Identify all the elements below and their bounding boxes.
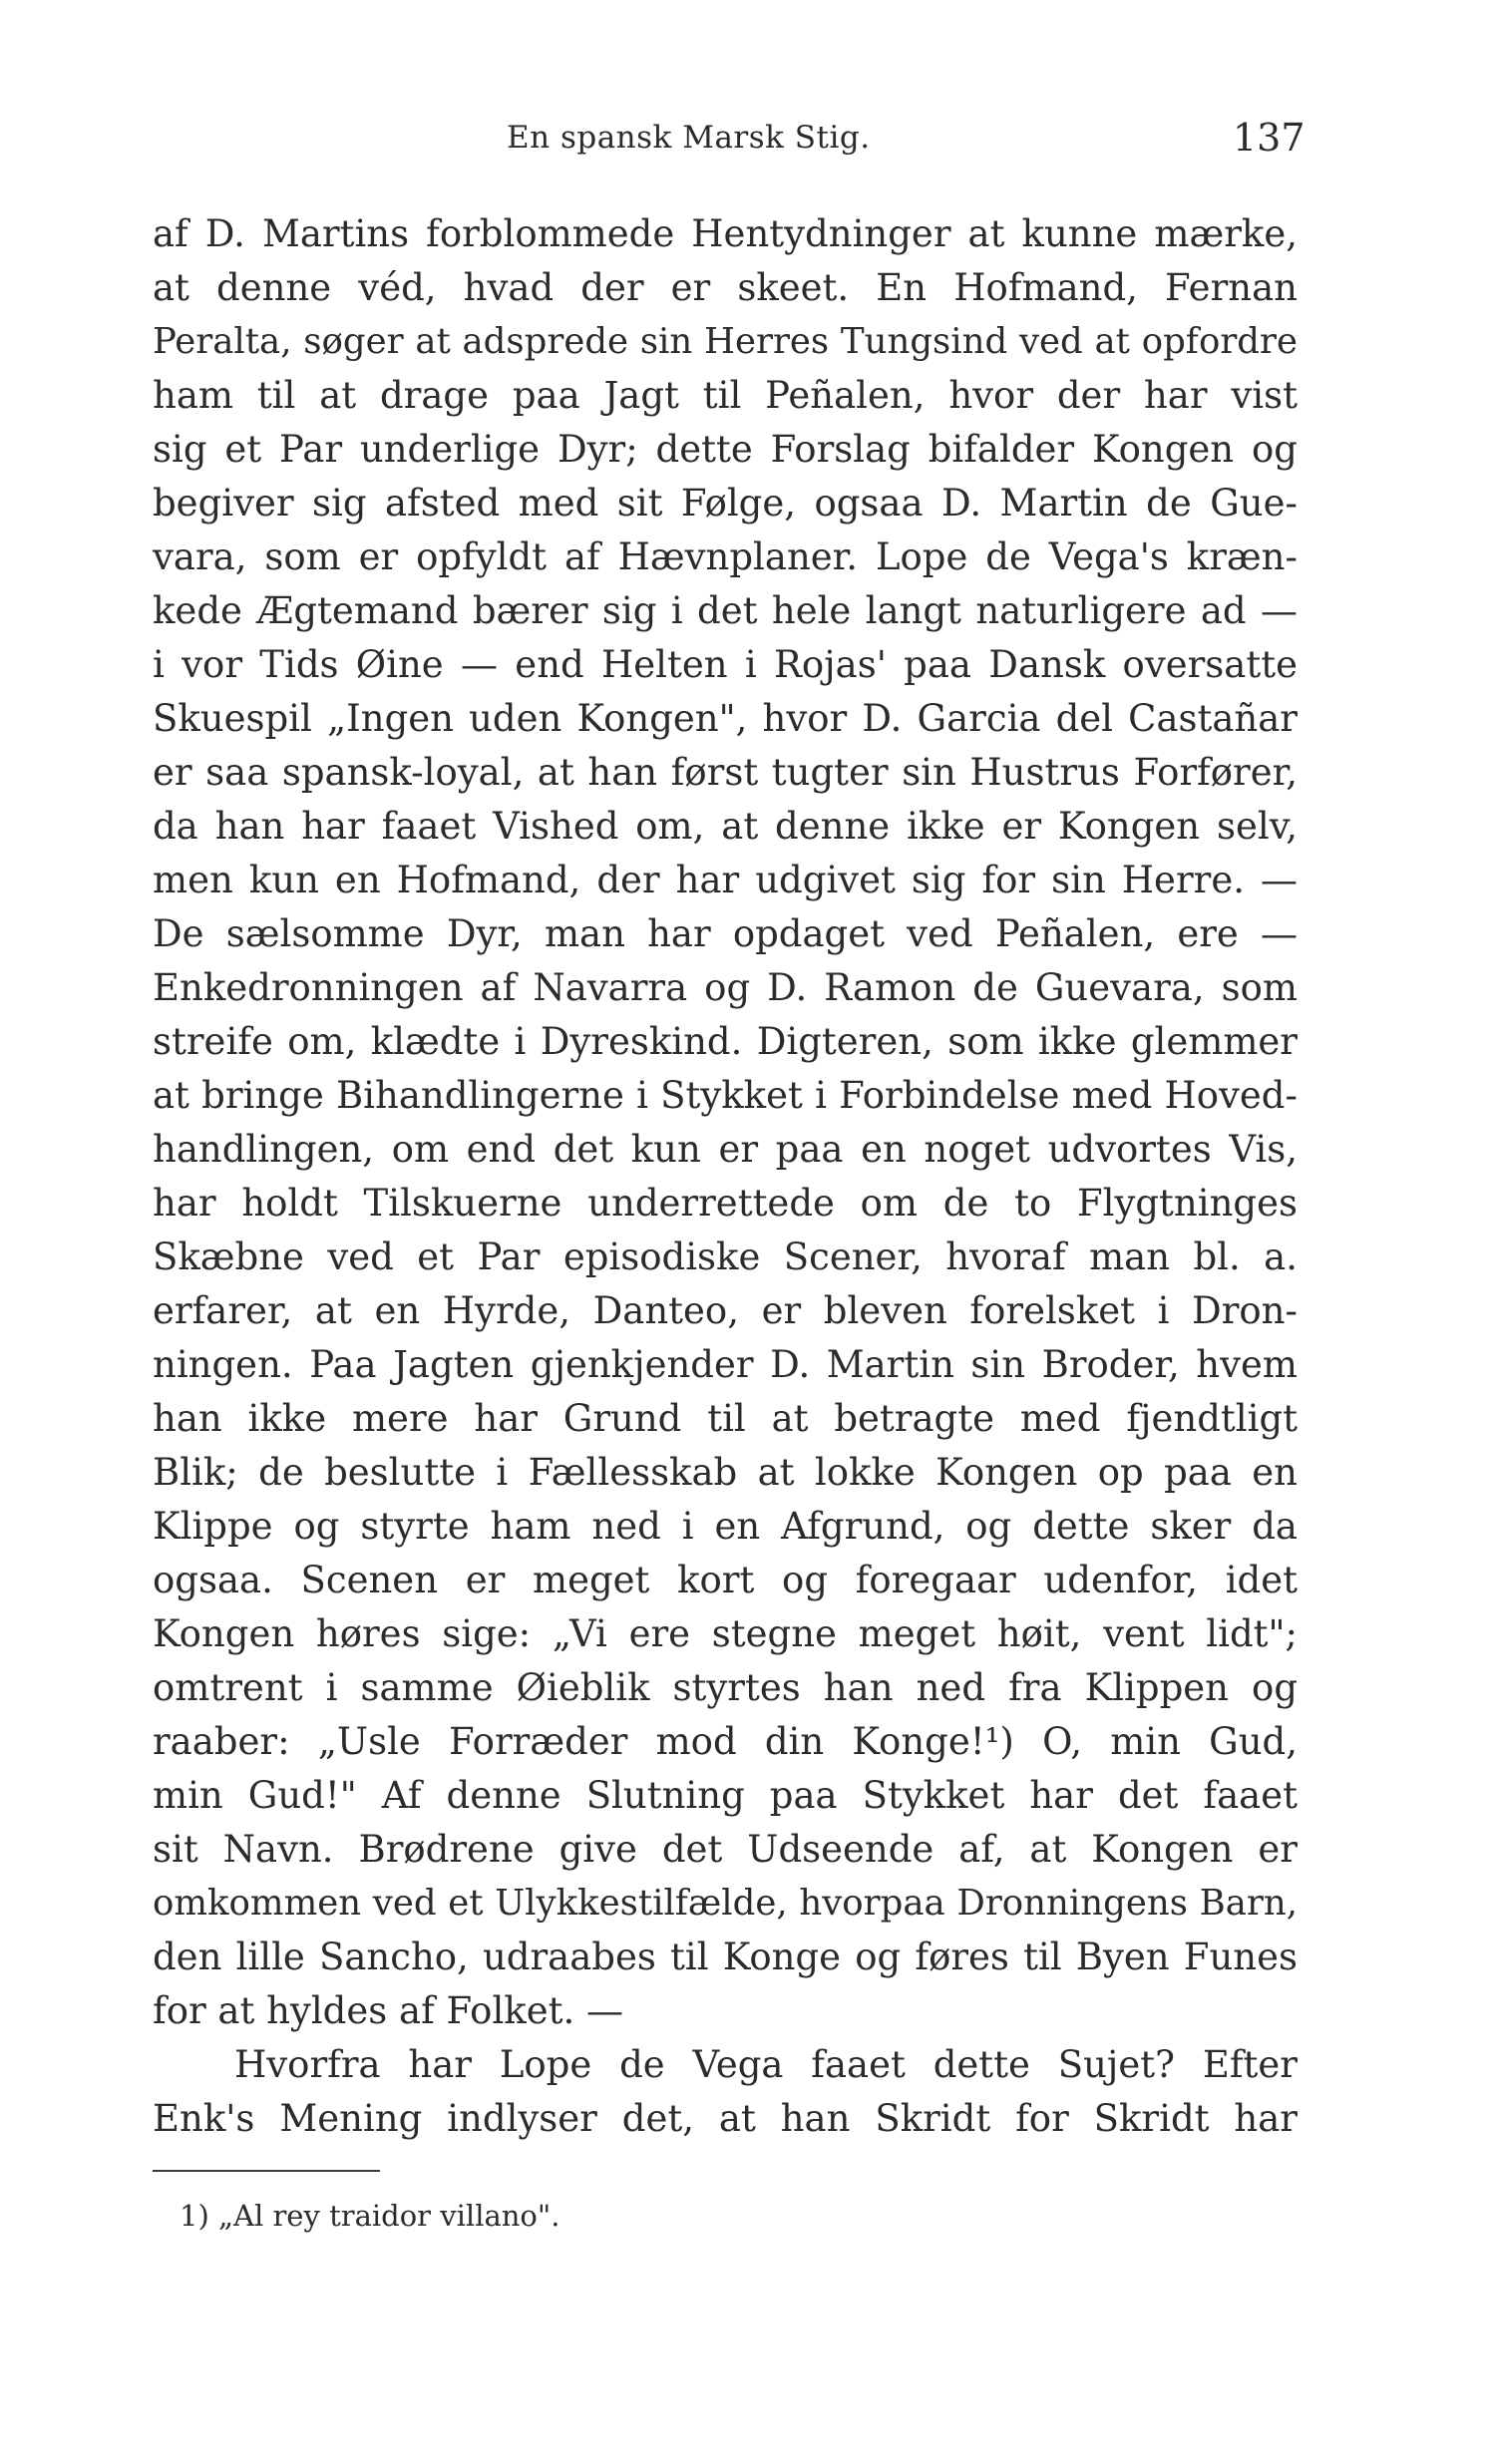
- text-line: ningen. Paa Jagten gjenkjender D. Martin sin Broder, hvem: [153, 1343, 1298, 1386]
- text-line: Enk's Mening indlyser det, at han Skridt for Skridt har: [153, 2097, 1298, 2140]
- page-number: 137: [1233, 116, 1305, 160]
- text-line: omtrent i samme Øieblik styrtes han ned fra Klippen og: [153, 1666, 1298, 1709]
- text-line: raaber: „Usle Forræder mod din Konge!¹) O, min Gud,: [153, 1720, 1298, 1763]
- text-line: Enkedronningen af Navarra og D. Ramon de Guevara, som: [153, 966, 1298, 1009]
- footnote-text: „Al rey traidor villano".: [217, 2199, 560, 2233]
- text-line: Peralta, søger at adsprede sin Herres Tungsind ved at opfordre: [153, 321, 1298, 362]
- text-line: den lille Sancho, udraabes til Konge og føres til Byen Funes: [153, 1936, 1298, 1978]
- text-line: handlingen, om end det kun er paa en noget udvortes Vis,: [153, 1128, 1298, 1171]
- text-line: ogsaa. Scenen er meget kort og foregaar udenfor, idet: [153, 1559, 1298, 1601]
- text-line: Skæbne ved et Par episodiske Scener, hvoraf man bl. a.: [153, 1235, 1298, 1278]
- text-line: at denne véd, hvad der er skeet. En Hofmand, Fernan: [153, 266, 1298, 309]
- text-line: kede Ægtemand bærer sig i det hele langt naturligere ad —: [153, 589, 1298, 632]
- text-line: han ikke mere har Grund til at betragte med fjendtligt: [153, 1397, 1298, 1440]
- text-line: Kongen høres sige: „Vi ere stegne meget høit, vent lidt";: [153, 1612, 1298, 1655]
- text-line: er saa spansk-loyal, at han først tugter sin Hustrus Forfører,: [153, 751, 1298, 794]
- paragraph-first-line: Hvorfra har Lope de Vega faaet dette Sujet? Efter: [234, 2043, 1298, 2086]
- body-text: [153, 207, 1298, 2146]
- text-line: sig et Par underlige Dyr; dette Forslag bifalder Kongen og: [153, 428, 1298, 471]
- text-line: for at hyldes af Folket. —: [153, 1989, 623, 2032]
- text-line: De sælsomme Dyr, man har opdaget ved Peñalen, ere —: [153, 912, 1298, 955]
- text-line: af D. Martins forblommede Hentydninger at kunne mærke,: [153, 212, 1298, 255]
- text-line: streife om, klædte i Dyreskind. Digteren, som ikke glemmer: [153, 1020, 1298, 1063]
- text-line: sit Navn. Brødrene give det Udseende af, at Kongen er: [153, 1828, 1298, 1871]
- text-line: da han har faaet Vished om, at denne ikke er Kongen selv,: [153, 805, 1298, 848]
- text-line: begiver sig afsted med sit Følge, ogsaa D. Martin de Gue-: [153, 482, 1298, 525]
- text-line: Blik; de beslutte i Fællesskab at lokke Kongen op paa en: [153, 1451, 1298, 1494]
- footnote-marker: 1): [180, 2199, 209, 2233]
- footnote: [180, 2194, 559, 2238]
- text-line: ham til at drage paa Jagt til Peñalen, hvor der har vist: [153, 374, 1298, 417]
- text-line: at bringe Bihandlingerne i Stykket i Forbindelse med Hoved-: [153, 1074, 1298, 1117]
- text-line: omkommen ved et Ulykkestilfælde, hvorpaa Dronningens Barn,: [153, 1883, 1298, 1924]
- text-line: i vor Tids Øine — end Helten i Rojas' paa Dansk oversatte: [153, 643, 1298, 686]
- text-line: vara, som er opfyldt af Hævnplaner. Lope de Vega's kræn-: [153, 535, 1298, 578]
- text-line: min Gud!" Af denne Slutning paa Stykket har det faaet: [153, 1774, 1298, 1817]
- text-line: Klippe og styrte ham ned i en Afgrund, og dette sker da: [153, 1505, 1298, 1548]
- running-title: En spansk Marsk Stig.: [507, 120, 871, 156]
- text-line: erfarer, at en Hyrde, Danteo, er bleven forelsket i Dron-: [153, 1289, 1298, 1332]
- text-line: men kun en Hofmand, der har udgivet sig for sin Herre. —: [153, 859, 1298, 901]
- text-line: har holdt Tilskuerne underrettede om de to Flygtninges: [153, 1182, 1298, 1225]
- footnote-divider: [153, 2170, 380, 2172]
- text-line: Skuespil „Ingen uden Kongen", hvor D. Garcia del Castañar: [153, 697, 1298, 740]
- running-header: [0, 112, 1490, 172]
